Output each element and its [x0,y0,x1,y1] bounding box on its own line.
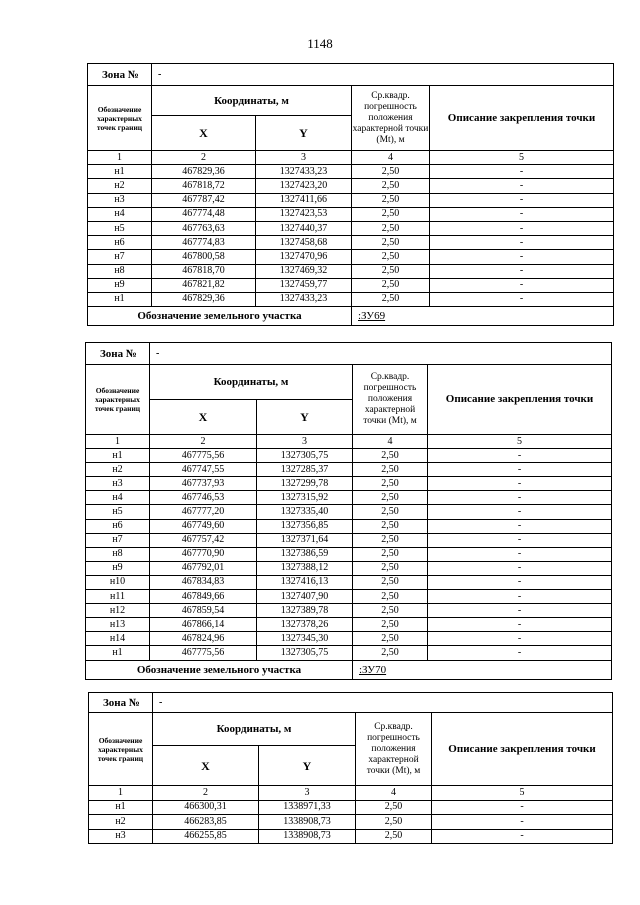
description-value: - [430,221,614,235]
x-value: 467866,14 [150,618,257,632]
coordinates-table [88,692,613,844]
point-id: н6 [86,519,150,533]
point-id: н13 [86,618,150,632]
description-value: - [430,264,614,278]
accuracy-value: 2,50 [352,278,430,292]
point-id: н8 [88,264,152,278]
table-row [86,463,612,477]
y-value: 1338908,73 [259,815,356,830]
x-value: 467747,55 [150,463,257,477]
plot-designation-label: Обозначение земельного участка [88,307,352,326]
zone-table-block [87,63,613,326]
accuracy-value: 2,50 [352,165,430,179]
point-id: н3 [88,193,152,207]
x-value: 467818,72 [152,179,256,193]
zone-label: Зона № [88,64,152,86]
y-value: 1327423,53 [256,207,352,221]
y-value: 1327345,30 [257,632,353,646]
description-value: - [428,646,612,660]
point-id: н1 [88,165,152,179]
accuracy-value: 2,50 [356,829,432,844]
x-value: 467763,63 [152,221,256,235]
coordinates-header: Координаты, м [153,713,356,746]
y-value: 1327423,20 [256,179,352,193]
x-value: 467746,53 [150,491,257,505]
x-value: 467829,36 [152,292,256,306]
table-row [86,575,612,589]
accuracy-value: 2,50 [352,221,430,235]
description-value: - [430,292,614,306]
y-value: 1327469,32 [256,264,352,278]
description-value: - [430,179,614,193]
accuracy-value: 2,50 [353,547,428,561]
y-value: 1327315,92 [257,491,353,505]
description-value: - [428,561,612,575]
y-value: 1327285,37 [257,463,353,477]
point-id: н4 [88,207,152,221]
point-id: н9 [86,561,150,575]
coordinates-table [87,63,614,326]
accuracy-value: 2,50 [352,207,430,221]
x-value: 466283,85 [153,815,259,830]
y-value: 1327388,12 [257,561,353,575]
accuracy-value: 2,50 [356,815,432,830]
y-value: 1327356,85 [257,519,353,533]
point-id: н3 [89,829,153,844]
column-number: 4 [352,151,430,165]
y-header: Y [257,400,353,435]
table-row [86,618,612,632]
zone-table-block [85,342,611,680]
description-value: - [428,604,612,618]
table-row [86,477,612,491]
x-value: 467800,58 [152,250,256,264]
description-header: Описание закрепления точки [432,713,613,786]
table-row [86,646,612,660]
point-id: н1 [86,449,150,463]
table-row [86,561,612,575]
x-value: 467757,42 [150,533,257,547]
page-number: 1148 [307,36,333,51]
point-designation-header: Обозначение характерных точек границ [86,365,150,435]
y-value: 1327433,23 [256,165,352,179]
point-id: н7 [86,533,150,547]
table-row [86,491,612,505]
table-row [88,193,614,207]
table-row [86,533,612,547]
description-value: - [432,815,613,830]
table-row [86,449,612,463]
accuracy-value: 2,50 [352,179,430,193]
x-value: 467770,90 [150,547,257,561]
description-value: - [430,236,614,250]
accuracy-value: 2,50 [352,236,430,250]
accuracy-value: 2,50 [352,292,430,306]
y-value: 1327433,23 [256,292,352,306]
table-row [86,505,612,519]
accuracy-value: 2,50 [353,646,428,660]
accuracy-value: 2,50 [353,604,428,618]
table-row [88,165,614,179]
accuracy-value: 2,50 [352,264,430,278]
x-value: 467774,48 [152,207,256,221]
point-id: н2 [89,815,153,830]
y-value: 1327378,26 [257,618,353,632]
description-value: - [428,463,612,477]
description-value: - [428,519,612,533]
table-row [86,519,612,533]
point-id: н10 [86,575,150,589]
accuracy-value: 2,50 [353,561,428,575]
table-row [88,221,614,235]
column-number: 1 [89,786,153,801]
y-value: 1327389,78 [257,604,353,618]
y-value: 1327407,90 [257,590,353,604]
accuracy-value: 2,50 [353,505,428,519]
description-header: Описание закрепления точки [428,365,612,435]
accuracy-value: 2,50 [353,477,428,491]
x-value: 467829,36 [152,165,256,179]
zone-value: - [153,693,613,713]
accuracy-value: 2,50 [353,533,428,547]
accuracy-value: 2,50 [353,449,428,463]
description-value: - [428,575,612,589]
y-value: 1327386,59 [257,547,353,561]
column-number: 2 [150,435,257,449]
x-value: 467818,70 [152,264,256,278]
point-id: н1 [86,646,150,660]
y-value: 1327299,78 [257,477,353,491]
x-value: 467821,82 [152,278,256,292]
description-value: - [428,590,612,604]
plot-designation-value: :ЗУ69 [352,307,614,326]
x-header: X [153,746,259,786]
description-value: - [430,193,614,207]
zone-label: Зона № [86,343,150,365]
x-header: X [150,400,257,435]
description-value: - [430,165,614,179]
zone-label: Зона № [89,693,153,713]
point-id: н11 [86,590,150,604]
point-id: н4 [86,491,150,505]
x-value: 467824,96 [150,632,257,646]
y-value: 1338971,33 [259,800,356,815]
column-number: 5 [432,786,613,801]
accuracy-header: Ср.квадр. погрешность положения характерной точки (Mt), м [353,365,428,435]
column-number: 5 [428,435,612,449]
column-number: 1 [86,435,150,449]
y-value: 1327459,77 [256,278,352,292]
table-row [88,179,614,193]
column-number: 4 [353,435,428,449]
coordinates-table [85,342,612,680]
point-id: н1 [89,800,153,815]
table-row [89,829,613,844]
accuracy-value: 2,50 [353,632,428,646]
point-id: н5 [86,505,150,519]
x-value: 467737,93 [150,477,257,491]
accuracy-value: 2,50 [356,800,432,815]
x-header: X [152,116,256,151]
description-value: - [432,829,613,844]
x-value: 467787,42 [152,193,256,207]
y-value: 1327305,75 [257,646,353,660]
coordinates-header: Координаты, м [150,365,353,400]
accuracy-value: 2,50 [353,618,428,632]
y-value: 1327440,37 [256,221,352,235]
point-id: н1 [88,292,152,306]
description-value: - [428,618,612,632]
point-id: н9 [88,278,152,292]
description-value: - [428,491,612,505]
table-row [89,815,613,830]
column-number: 1 [88,151,152,165]
description-value: - [430,278,614,292]
y-value: 1327458,68 [256,236,352,250]
accuracy-value: 2,50 [353,463,428,477]
zone-value: - [150,343,612,365]
table-row [88,278,614,292]
table-row [88,207,614,221]
point-id: н2 [88,179,152,193]
description-value: - [428,533,612,547]
description-value: - [428,477,612,491]
description-value: - [428,505,612,519]
point-designation-header: Обозначение характерных точек границ [88,86,152,151]
table-row [88,292,614,306]
x-value: 467834,83 [150,575,257,589]
y-value: 1327335,40 [257,505,353,519]
x-value: 467774,83 [152,236,256,250]
column-number: 4 [356,786,432,801]
accuracy-value: 2,50 [352,250,430,264]
table-row [86,547,612,561]
point-id: н8 [86,547,150,561]
point-designation-header: Обозначение характерных точек границ [89,713,153,786]
y-value: 1338908,73 [259,829,356,844]
accuracy-value: 2,50 [353,519,428,533]
description-value: - [428,547,612,561]
description-value: - [428,632,612,646]
column-number: 3 [256,151,352,165]
y-value: 1327371,64 [257,533,353,547]
description-value: - [428,449,612,463]
plot-designation-value: :ЗУ70 [353,660,612,679]
accuracy-value: 2,50 [352,193,430,207]
table-row [88,264,614,278]
table-row [89,800,613,815]
point-id: н7 [88,250,152,264]
table-row [88,236,614,250]
plot-designation-label: Обозначение земельного участка [86,660,353,679]
x-value: 466255,85 [153,829,259,844]
column-number: 3 [257,435,353,449]
column-number: 5 [430,151,614,165]
x-value: 467749,60 [150,519,257,533]
column-number: 2 [152,151,256,165]
column-number: 2 [153,786,259,801]
accuracy-value: 2,50 [353,590,428,604]
table-row [86,632,612,646]
description-value: - [430,207,614,221]
x-value: 467777,20 [150,505,257,519]
x-value: 466300,31 [153,800,259,815]
y-value: 1327305,75 [257,449,353,463]
point-id: н3 [86,477,150,491]
point-id: н14 [86,632,150,646]
accuracy-value: 2,50 [353,575,428,589]
point-id: н6 [88,236,152,250]
y-header: Y [256,116,352,151]
y-value: 1327411,66 [256,193,352,207]
description-value: - [432,800,613,815]
x-value: 467775,56 [150,646,257,660]
accuracy-header: Ср.квадр. погрешность положения характерной точки (Mt), м [352,86,430,151]
coordinates-header: Координаты, м [152,86,352,116]
y-value: 1327470,96 [256,250,352,264]
y-header: Y [259,746,356,786]
accuracy-value: 2,50 [353,491,428,505]
column-number: 3 [259,786,356,801]
accuracy-header: Ср.квадр. погрешность положения характерной точки (Mt), м [356,713,432,786]
point-id: н5 [88,221,152,235]
x-value: 467859,54 [150,604,257,618]
x-value: 467775,56 [150,449,257,463]
zone-table-block [88,692,612,844]
zone-value: - [152,64,614,86]
point-id: н2 [86,463,150,477]
point-id: н12 [86,604,150,618]
table-row [86,604,612,618]
description-header: Описание закрепления точки [430,86,614,151]
description-value: - [430,250,614,264]
table-row [88,250,614,264]
x-value: 467792,01 [150,561,257,575]
x-value: 467849,66 [150,590,257,604]
y-value: 1327416,13 [257,575,353,589]
table-row [86,590,612,604]
